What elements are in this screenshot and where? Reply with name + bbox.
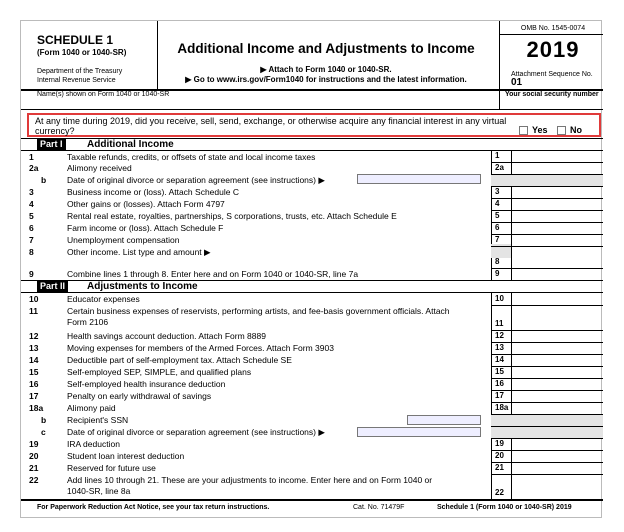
line-number: 5 bbox=[29, 211, 34, 221]
line-number: b bbox=[41, 175, 47, 185]
row-divider bbox=[491, 414, 603, 415]
amount-field[interactable] bbox=[512, 438, 602, 450]
part1-title: Additional Income bbox=[87, 139, 174, 150]
yes-checkbox[interactable] bbox=[519, 126, 528, 135]
shaded-line-2b bbox=[491, 174, 603, 186]
line-reference-number: 4 bbox=[495, 199, 500, 208]
line-number: 6 bbox=[29, 223, 34, 233]
amount-field[interactable] bbox=[512, 234, 602, 246]
line-number: 11 bbox=[29, 306, 38, 316]
amount-field[interactable] bbox=[512, 378, 602, 390]
omb-number: OMB No. 1545-0074 bbox=[520, 25, 586, 32]
seq-label: Attachment Sequence No. bbox=[511, 71, 593, 78]
amount-field[interactable] bbox=[512, 222, 602, 234]
line-number: 4 bbox=[29, 199, 34, 209]
line-number: 12 bbox=[29, 331, 39, 341]
paperwork-notice: For Paperwork Reduction Act Notice, see your tax return instructions. bbox=[37, 504, 270, 511]
line-number: 19 bbox=[29, 439, 39, 449]
line-number: 15 bbox=[29, 367, 39, 377]
amount-field[interactable] bbox=[512, 402, 602, 414]
catalog-number: Cat. No. 71479F bbox=[353, 504, 405, 511]
line-number: 14 bbox=[29, 355, 39, 365]
line-text: Student loan interest deduction bbox=[67, 451, 185, 461]
line-reference-number: 10 bbox=[495, 294, 504, 303]
line-reference-number: 22 bbox=[495, 488, 504, 497]
form-page bbox=[20, 20, 602, 518]
amount-field[interactable] bbox=[512, 354, 602, 366]
amount-field[interactable] bbox=[512, 330, 602, 342]
line-number: 13 bbox=[29, 343, 39, 353]
yes-label: Yes bbox=[532, 125, 548, 135]
line-number: 20 bbox=[29, 451, 39, 461]
schedule-title: SCHEDULE 1 bbox=[37, 33, 114, 47]
line-number: 7 bbox=[29, 235, 34, 245]
seq-number: 01 bbox=[511, 77, 523, 88]
line-number: 1 bbox=[29, 152, 34, 162]
amount-field[interactable] bbox=[512, 151, 602, 162]
amount-field[interactable] bbox=[512, 450, 602, 462]
amount-field[interactable] bbox=[512, 474, 602, 499]
line-number: 3 bbox=[29, 187, 34, 197]
attach-instruction: ▶ Attach to Form 1040 or 1040-SR. bbox=[260, 65, 392, 74]
line-text: Self-employed health insurance deduction bbox=[67, 379, 226, 389]
line-text: Rental real estate, royalties, partnerships, S corporations, trusts, etc. Attach Schedule E bbox=[67, 211, 397, 221]
line-number: b bbox=[41, 415, 47, 425]
line-text: Other income. List type and amount ▶ bbox=[67, 247, 211, 257]
line-text: Penalty on early withdrawal of savings bbox=[67, 391, 212, 401]
dept-line-2: Internal Revenue Service bbox=[37, 77, 116, 84]
row-divider bbox=[491, 426, 603, 427]
line-reference-number: 19 bbox=[495, 439, 504, 448]
form-reference: (Form 1040 or 1040-SR) bbox=[37, 48, 127, 57]
line-text: Self-employed SEP, SIMPLE, and qualified plans bbox=[67, 367, 252, 377]
amount-field[interactable] bbox=[512, 268, 602, 280]
line-text-continued: 1040-SR, line 8a bbox=[67, 486, 131, 496]
amount-field[interactable] bbox=[512, 186, 602, 198]
line-text: Alimony paid bbox=[67, 403, 116, 413]
amount-field[interactable] bbox=[512, 246, 602, 268]
form-title: Additional Income and Adjustments to Income bbox=[177, 41, 475, 56]
amount-field[interactable] bbox=[512, 162, 602, 174]
line-reference-number: 7 bbox=[495, 235, 500, 244]
line-reference-number: 16 bbox=[495, 379, 504, 388]
line-reference-number: 14 bbox=[495, 355, 504, 364]
line-reference-number: 2a bbox=[495, 163, 504, 172]
amount-field[interactable] bbox=[512, 305, 602, 330]
amount-field[interactable] bbox=[512, 293, 602, 305]
line-text: Moving expenses for members of the Armed Forces. Attach Form 3903 bbox=[67, 343, 334, 353]
line-reference-number: 8 bbox=[495, 257, 500, 266]
goto-instruction: ▶ Go to www.irs.gov/Form1040 for instructions and the latest information. bbox=[185, 75, 467, 84]
no-label: No bbox=[570, 125, 582, 135]
line-text: Date of original divorce or separation agreement (see instructions) ▶ bbox=[67, 427, 325, 437]
line-text: Alimony received bbox=[67, 163, 132, 173]
row-divider bbox=[491, 174, 603, 175]
line-text: Combine lines 1 through 8. Enter here and on Form 1040 or 1040-SR, line 7a bbox=[67, 269, 359, 279]
line-text: IRA deduction bbox=[67, 439, 120, 449]
part2-title: Adjustments to Income bbox=[87, 281, 198, 292]
line-reference-number: 12 bbox=[495, 331, 504, 340]
dept-line-1: Department of the Treasury bbox=[37, 68, 123, 75]
line-reference-number: 3 bbox=[495, 187, 500, 196]
line-reference-number: 9 bbox=[495, 269, 500, 278]
schedule-footer-title: Schedule 1 (Form 1040 or 1040-SR) 2019 bbox=[437, 504, 572, 511]
line-number: c bbox=[41, 427, 46, 437]
line-reference-number: 17 bbox=[495, 391, 504, 400]
line-text: Other gains or (losses). Attach Form 4797 bbox=[67, 199, 225, 209]
ssn-field-label: Your social security number bbox=[505, 91, 599, 98]
line-text: Certain business expenses of reservists, performing artists, and fee-basis government officials. Attach bbox=[67, 306, 450, 316]
virtual-currency-question: At any time during 2019, did you receive, sell, send, exchange, or otherwise acquire any financial interest in any virtual currency? bbox=[35, 116, 507, 136]
line-reference-number: 21 bbox=[495, 463, 504, 472]
line-reference-number: 18a bbox=[495, 403, 509, 412]
line-reference-number: 15 bbox=[495, 367, 504, 376]
amount-field[interactable] bbox=[512, 342, 602, 354]
name-field-label: Name(s) shown on Form 1040 or 1040-SR bbox=[37, 91, 170, 98]
line-text: Farm income or (loss). Attach Schedule F bbox=[67, 223, 224, 233]
line-number: 18a bbox=[29, 403, 44, 413]
no-checkbox[interactable] bbox=[557, 126, 566, 135]
line-reference-number: 1 bbox=[495, 151, 500, 160]
attachment-sequence bbox=[511, 71, 601, 88]
line-text: Health savings account deduction. Attach Form 8889 bbox=[67, 331, 266, 341]
part2-label: Part II bbox=[37, 281, 68, 292]
amount-field[interactable] bbox=[512, 462, 602, 474]
line-number: 10 bbox=[29, 294, 39, 304]
amount-field[interactable] bbox=[512, 210, 602, 222]
amount-field[interactable] bbox=[512, 390, 602, 402]
line-reference-number: 11 bbox=[495, 319, 504, 328]
line-text: Recipient's SSN bbox=[67, 415, 129, 425]
amount-field[interactable] bbox=[512, 198, 602, 210]
line-reference-number: 5 bbox=[495, 211, 500, 220]
part1-label: Part I bbox=[37, 139, 66, 150]
tax-year: 2019 bbox=[526, 37, 580, 62]
line-text: Business income or (loss). Attach Schedule C bbox=[67, 187, 239, 197]
line-text: Add lines 10 through 21. These are your adjustments to income. Enter here and on Form 1040 or bbox=[67, 475, 433, 485]
line-reference-number: 6 bbox=[495, 223, 500, 232]
line-reference-number: 13 bbox=[495, 343, 504, 352]
line-number: 2a bbox=[29, 163, 39, 173]
line-text: Taxable refunds, credits, or offsets of state and local income taxes bbox=[67, 152, 316, 162]
line-number: 22 bbox=[29, 475, 39, 485]
line-text: Reserved for future use bbox=[67, 463, 156, 473]
amount-field[interactable] bbox=[512, 366, 602, 378]
line-number: 17 bbox=[29, 391, 39, 401]
line-text-continued: Form 2106 bbox=[67, 317, 109, 327]
line-number: 16 bbox=[29, 379, 39, 389]
divorce-date-2b-field[interactable] bbox=[357, 174, 481, 184]
line-text: Unemployment compensation bbox=[67, 235, 180, 245]
line-reference-number: 20 bbox=[495, 451, 504, 460]
line-number: 9 bbox=[29, 269, 34, 279]
department bbox=[37, 67, 155, 85]
line-number: 8 bbox=[29, 247, 34, 257]
line-text: Educator expenses bbox=[67, 294, 140, 304]
line-number: 21 bbox=[29, 463, 39, 473]
line-text: Deductible part of self-employment tax. Attach Schedule SE bbox=[67, 355, 292, 365]
line-text: Date of original divorce or separation agreement (see instructions) ▶ bbox=[67, 175, 325, 185]
schedule-header bbox=[37, 33, 155, 85]
